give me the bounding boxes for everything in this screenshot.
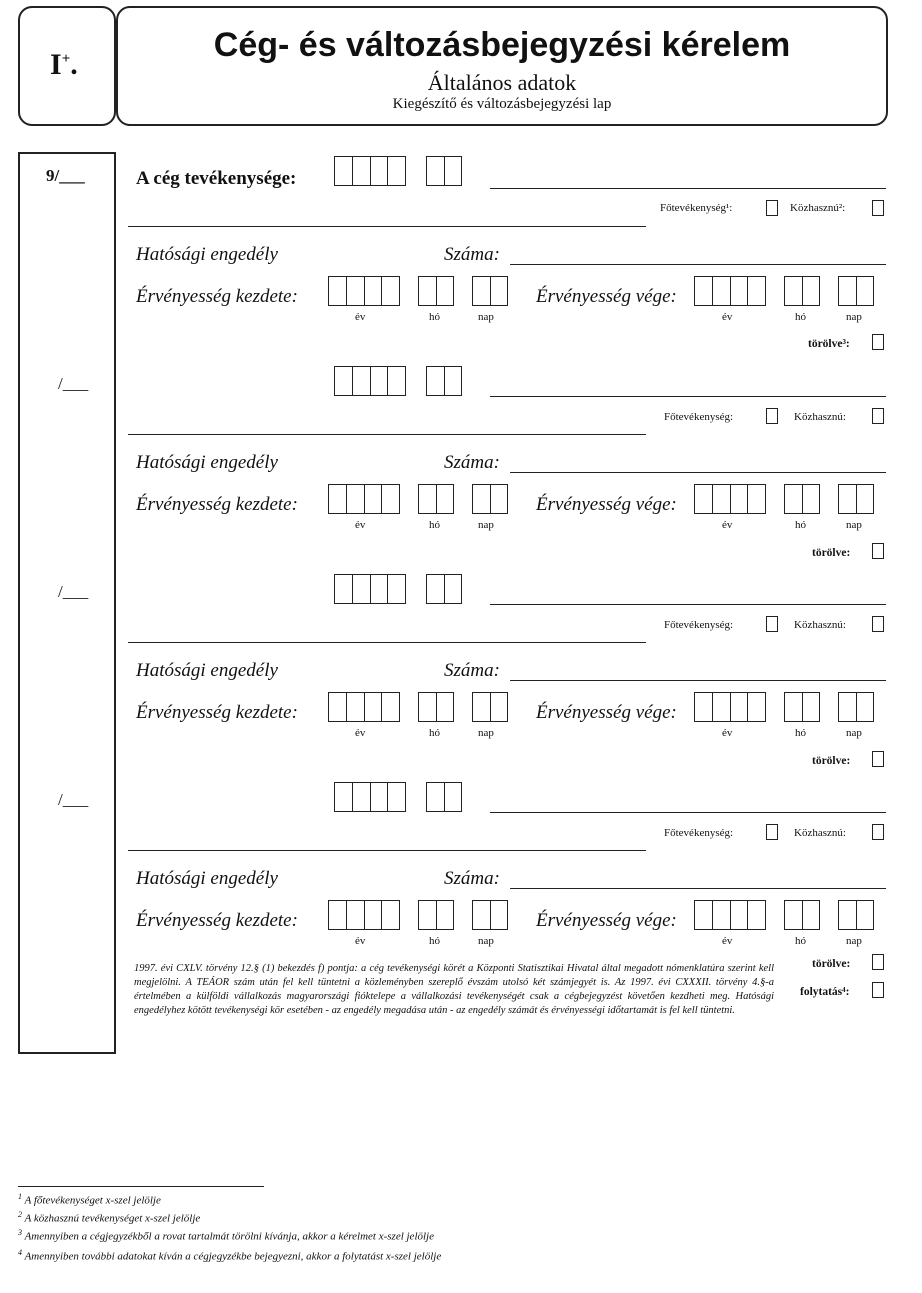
kozhasznu-checkbox[interactable] bbox=[872, 616, 884, 632]
nap-label: nap bbox=[478, 519, 494, 531]
valid-to-label: Érvényesség vége: bbox=[536, 286, 677, 307]
ev-label: év bbox=[355, 727, 366, 739]
fotevekenyseg-label: Főtevékenység¹: bbox=[660, 202, 733, 214]
torolve-label: törölve: bbox=[812, 958, 851, 970]
fotevekenyseg-checkbox[interactable] bbox=[766, 408, 778, 424]
valid-to-year[interactable] bbox=[694, 692, 766, 722]
valid-from-month[interactable] bbox=[418, 900, 454, 930]
ev-label: év bbox=[355, 519, 366, 531]
torolve-checkbox[interactable] bbox=[872, 334, 884, 350]
valid-to-year[interactable] bbox=[694, 900, 766, 930]
footnote-1: $^1$ A főtevékenységet x-szel jelölje bbox=[18, 1192, 161, 1207]
permit-label: Hatósági engedély bbox=[136, 868, 278, 889]
valid-from-label: Érvényesség kezdete: bbox=[136, 910, 298, 931]
torolve-label: törölve: bbox=[812, 547, 851, 559]
ev-label: év bbox=[722, 311, 733, 323]
nap-label: nap bbox=[846, 727, 862, 739]
valid-from-day[interactable] bbox=[472, 484, 508, 514]
valid-to-label: Érvényesség vége: bbox=[536, 702, 677, 723]
footnote-2: $^2$ A közhasznú tevékenységet x-szel jelölje bbox=[18, 1210, 201, 1225]
fotevekenyseg-checkbox[interactable] bbox=[766, 616, 778, 632]
torolve-label: törölve: bbox=[812, 755, 851, 767]
teaor-code-field[interactable] bbox=[334, 574, 406, 604]
fotevekenyseg-checkbox[interactable] bbox=[766, 824, 778, 840]
ho-label: hó bbox=[429, 727, 440, 739]
permit-label: Hatósági engedély bbox=[136, 660, 278, 681]
valid-from-day[interactable] bbox=[472, 900, 508, 930]
teaor-code-field[interactable] bbox=[334, 366, 406, 396]
permit-label: Hatósági engedély bbox=[136, 452, 278, 473]
valid-from-year[interactable] bbox=[328, 276, 400, 306]
valid-from-year[interactable] bbox=[328, 900, 400, 930]
row-number-4: /___ bbox=[58, 790, 89, 809]
ho-label: hó bbox=[795, 311, 806, 323]
valid-from-month[interactable] bbox=[418, 692, 454, 722]
ho-label: hó bbox=[795, 519, 806, 531]
nap-label: nap bbox=[846, 311, 862, 323]
valid-from-month[interactable] bbox=[418, 276, 454, 306]
nap-label: nap bbox=[846, 935, 862, 947]
fotevekenyseg-label: Főtevékenység: bbox=[664, 411, 734, 423]
valid-from-day[interactable] bbox=[472, 276, 508, 306]
kozhasznu-checkbox[interactable] bbox=[872, 824, 884, 840]
teaor-year-field[interactable] bbox=[426, 156, 462, 186]
ho-label: hó bbox=[429, 935, 440, 947]
ev-label: év bbox=[355, 311, 366, 323]
valid-from-year[interactable] bbox=[328, 484, 400, 514]
row-number-column bbox=[18, 152, 116, 1054]
valid-to-month[interactable] bbox=[784, 276, 820, 306]
kozhasznu-checkbox[interactable] bbox=[872, 408, 884, 424]
valid-to-year[interactable] bbox=[694, 276, 766, 306]
valid-from-month[interactable] bbox=[418, 484, 454, 514]
valid-from-label: Érvényesség kezdete: bbox=[136, 702, 298, 723]
ho-label: hó bbox=[429, 519, 440, 531]
nap-label: nap bbox=[478, 727, 494, 739]
row-number-3: /___ bbox=[58, 582, 89, 601]
number-label: Száma: bbox=[444, 452, 500, 473]
valid-to-year[interactable] bbox=[694, 484, 766, 514]
ev-label: év bbox=[722, 519, 733, 531]
teaor-year-field[interactable] bbox=[426, 574, 462, 604]
valid-to-label: Érvényesség vége: bbox=[536, 494, 677, 515]
valid-to-day[interactable] bbox=[838, 276, 874, 306]
valid-to-label: Érvényesség vége: bbox=[536, 910, 677, 931]
nap-label: nap bbox=[478, 935, 494, 947]
valid-to-day[interactable] bbox=[838, 900, 874, 930]
torolve-checkbox[interactable] bbox=[872, 751, 884, 767]
nap-label: nap bbox=[478, 311, 494, 323]
footnote-4: $^4$ Amennyiben további adatokat kíván a cégjegyzékbe bejegyezni, akkor a folytatást x-szel jelölje bbox=[18, 1248, 442, 1263]
kozhasznu-label: Közhasznú: bbox=[794, 827, 846, 839]
ho-label: hó bbox=[429, 311, 440, 323]
permit-label: Hatósági engedély bbox=[136, 244, 278, 265]
ev-label: év bbox=[355, 935, 366, 947]
kozhasznu-label: Közhasznú: bbox=[794, 411, 846, 423]
valid-to-month[interactable] bbox=[784, 692, 820, 722]
page-sub2: Kiegészítő és változásbejegyzési lap bbox=[392, 96, 612, 112]
page-title: Cég- és változásbejegyzési kérelem bbox=[213, 26, 791, 64]
valid-to-day[interactable] bbox=[838, 484, 874, 514]
legal-note: 1997. évi CXLV. törvény 12.§ (1) bekezdés f) pontja: a cég tevékenységi körét a Központi Statisztikai Hivatal által megadott nómenklatúra szerint kell megjelölni. A TEÁOR szám után fel kell tüntetni a közleményben szereplő évszám utolsó két számjegyét is. Az 1997. évi CXXXII. törvény 4.§-a értelmében a külföldi vállalkozás magyarországi fióktelepe a vállalkozási tevékenységét csak a cégbejegyzést követően kezdheti meg. Hatósági engedélyhez kötött tevékenységi kör esetében - az engedély megadása után - az engedély számát és érvényességi időtartamát is fel kell tüntetni. bbox=[134, 963, 774, 1016]
teaor-code-field[interactable] bbox=[334, 782, 406, 812]
ev-label: év bbox=[722, 935, 733, 947]
folytatas-checkbox[interactable] bbox=[872, 982, 884, 998]
activity-label: A cég tevékenysége: bbox=[136, 168, 297, 189]
ho-label: hó bbox=[795, 727, 806, 739]
valid-from-year[interactable] bbox=[328, 692, 400, 722]
folytatas-label: folytatás⁴: bbox=[800, 986, 850, 998]
torolve-checkbox[interactable] bbox=[872, 954, 884, 970]
valid-from-label: Érvényesség kezdete: bbox=[136, 286, 298, 307]
teaor-year-field[interactable] bbox=[426, 366, 462, 396]
number-label: Száma: bbox=[444, 244, 500, 265]
torolve-label: törölve³: bbox=[808, 338, 850, 350]
fotevekenyseg-checkbox[interactable] bbox=[766, 200, 778, 216]
nap-label: nap bbox=[846, 519, 862, 531]
ev-label: év bbox=[722, 727, 733, 739]
valid-from-label: Érvényesség kezdete: bbox=[136, 494, 298, 515]
kozhasznu-checkbox[interactable] bbox=[872, 200, 884, 216]
valid-to-month[interactable] bbox=[784, 484, 820, 514]
torolve-checkbox[interactable] bbox=[872, 543, 884, 559]
valid-to-month[interactable] bbox=[784, 900, 820, 930]
page-subtitle: Általános adatok bbox=[427, 70, 577, 95]
kozhasznu-label: Közhasznú: bbox=[794, 619, 846, 631]
section-code: I+. bbox=[50, 48, 78, 81]
row-number-1: 9/___ bbox=[46, 166, 85, 185]
ho-label: hó bbox=[795, 935, 806, 947]
number-label: Száma: bbox=[444, 660, 500, 681]
teaor-code-field[interactable] bbox=[334, 156, 406, 186]
valid-to-day[interactable] bbox=[838, 692, 874, 722]
kozhasznu-label: Közhasznú²: bbox=[790, 202, 846, 214]
valid-from-day[interactable] bbox=[472, 692, 508, 722]
fotevekenyseg-label: Főtevékenység: bbox=[664, 619, 734, 631]
row-number-2: /___ bbox=[58, 374, 89, 393]
number-label: Száma: bbox=[444, 868, 500, 889]
footnote-3: $^3$ Amennyiben a cégjegyzékből a rovat tartalmát törölni kívánja, akkor a kérelmet x-szel jelölje bbox=[18, 1228, 434, 1243]
teaor-year-field[interactable] bbox=[426, 782, 462, 812]
fotevekenyseg-label: Főtevékenység: bbox=[664, 827, 734, 839]
